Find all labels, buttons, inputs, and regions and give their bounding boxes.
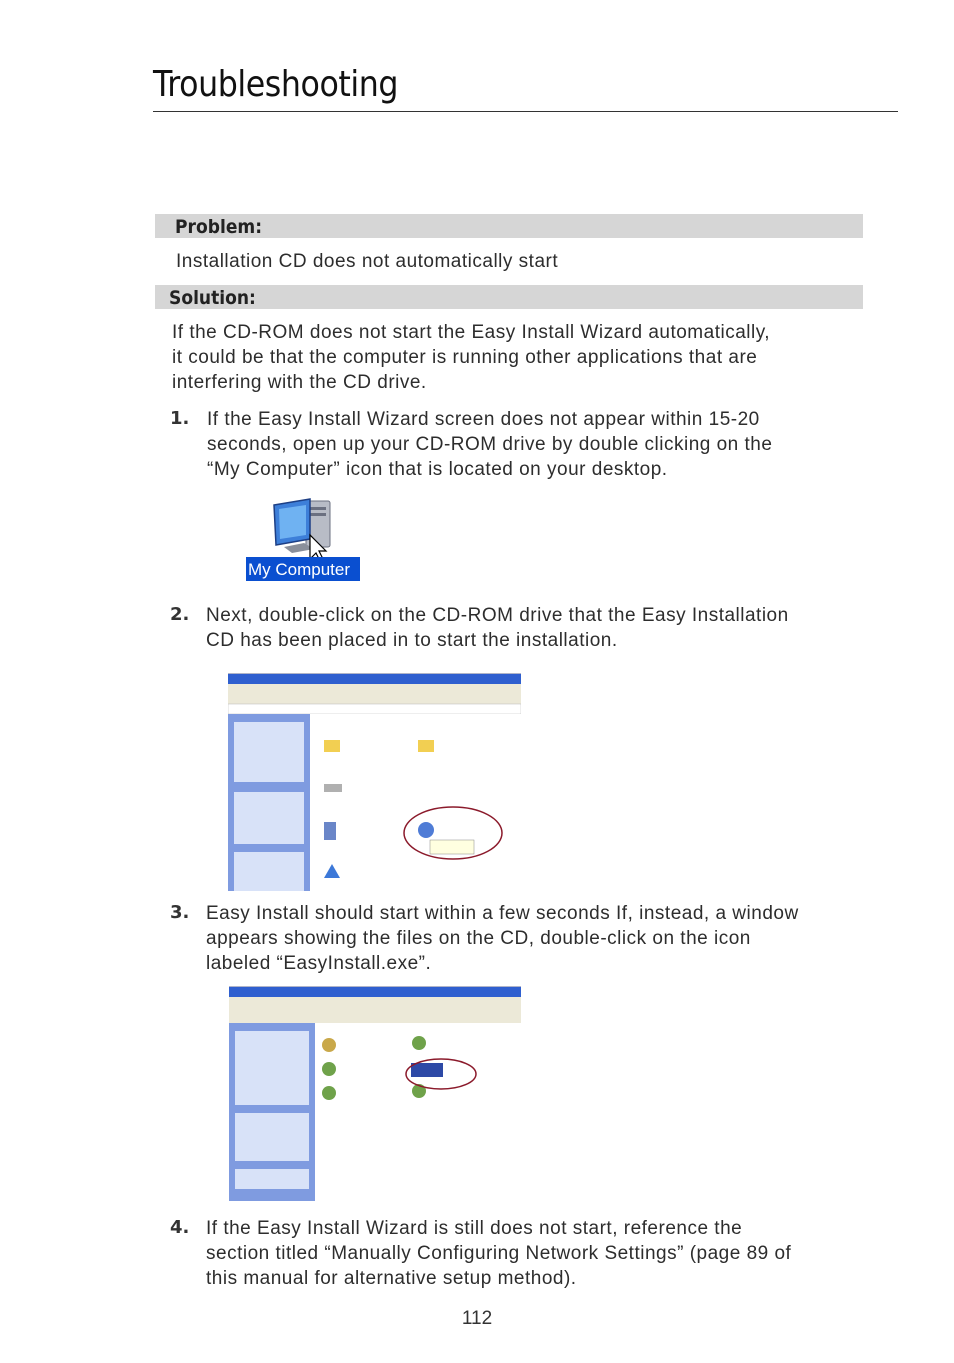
cd-files-window-screenshot	[229, 986, 521, 1201]
step-line: appears showing the files on the CD, double-click on the icon	[206, 928, 751, 949]
solution-bar	[155, 285, 863, 309]
step-line: If the Easy Install Wizard screen does not appear within 15-20	[207, 409, 760, 430]
step-line: “My Computer” icon that is located on your desktop.	[207, 459, 668, 480]
solution-label: Solution:	[169, 287, 256, 309]
problem-text: Installation CD does not automatically start	[176, 251, 559, 272]
step-text	[206, 1216, 791, 1291]
step-line: section titled “Manually Configuring Network Settings” (page 89 of	[206, 1243, 792, 1264]
step-number: 4.	[170, 1217, 190, 1238]
step-line: this manual for alternative setup method).	[206, 1268, 577, 1289]
intro-line: If the CD-ROM does not start the Easy Install Wizard automatically,	[172, 322, 771, 343]
my-computer-icon	[244, 495, 364, 585]
my-computer-window-screenshot	[228, 673, 521, 891]
title-divider	[153, 111, 898, 112]
step-text	[207, 407, 772, 482]
step-number: 1.	[170, 408, 190, 429]
step-text	[206, 603, 789, 653]
step-line: seconds, open up your CD-ROM drive by double clicking on the	[207, 434, 773, 455]
intro-line: interfering with the CD drive.	[172, 372, 427, 393]
problem-bar	[155, 214, 863, 238]
step-number: 2.	[170, 604, 190, 625]
step-line: Next, double-click on the CD-ROM drive that the Easy Installation	[206, 605, 789, 626]
intro-line: it could be that the computer is running other applications that are	[172, 347, 758, 368]
page-number: 112	[461, 1308, 493, 1329]
step-line: Easy Install should start within a few seconds If, instead, a window	[206, 903, 799, 924]
step-number: 3.	[170, 902, 190, 923]
solution-intro	[172, 320, 770, 395]
page-title: Troubleshooting	[153, 64, 399, 105]
problem-label: Problem:	[175, 216, 263, 238]
step-line: If the Easy Install Wizard is still does not start, reference the	[206, 1218, 743, 1239]
step-line: CD has been placed in to start the installation.	[206, 630, 618, 651]
my-computer-label: My Computer	[248, 560, 351, 579]
step-text	[206, 901, 799, 976]
step-line: labeled “EasyInstall.exe”.	[206, 953, 432, 974]
